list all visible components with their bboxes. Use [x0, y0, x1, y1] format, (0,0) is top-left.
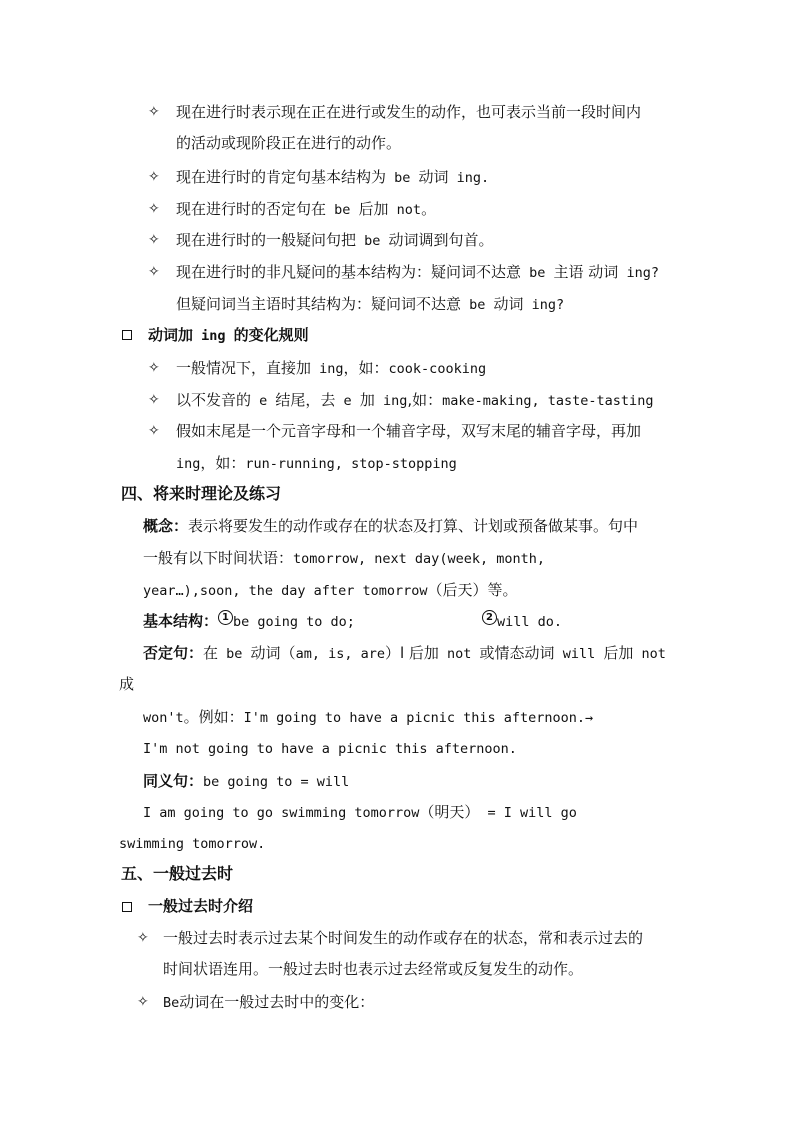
synonym-line: 同义句：be going to = will	[143, 772, 350, 790]
diamond-bullet-icon: ✧	[148, 169, 160, 185]
circled-number-icon: 1	[218, 610, 233, 625]
circled-number-icon: 2	[482, 610, 497, 625]
diamond-bullet-icon: ✧	[148, 232, 160, 248]
negative-paragraph: 否定句：在 be 动词（am, is, are）l 后加 not 或情态动词 will 后加 not	[143, 644, 666, 662]
bullet-text: 以不发音的 e 结尾，去 e 加 ing,如：make-making, taste-tasting	[176, 391, 654, 409]
structure-line: 基本结构： 1 be going to do;	[143, 612, 355, 630]
negative-paragraph: 成	[119, 675, 135, 693]
sub-heading: 动词加 ing 的变化规则	[148, 326, 309, 344]
diamond-bullet-icon: ✧	[148, 264, 160, 280]
bullet-text: 现在进行时的否定句在 be 后加 not。	[176, 200, 437, 218]
example-line: swimming tomorrow.	[119, 836, 266, 852]
diamond-bullet-icon: ✧	[148, 392, 160, 408]
bullet-text: ing，如：run-running, stop-stopping	[176, 454, 457, 472]
bullet-text: 现在进行时的一般疑问句把 be 动词调到句首。	[176, 231, 494, 249]
checkbox-bullet-icon	[122, 330, 132, 340]
example-line: I am going to go swimming tomorrow（明天） = I will go	[143, 803, 577, 821]
negative-paragraph: I'm not going to have a picnic this afternoon.	[143, 741, 517, 757]
diamond-bullet-icon: ✧	[148, 201, 160, 217]
concept-paragraph: 一般有以下时间状语：tomorrow, next day(week, month,	[143, 549, 545, 567]
section-heading: 四、将来时理论及练习	[121, 484, 282, 503]
bullet-text: 现在进行时的肯定句基本结构为 be 动词 ing.	[176, 168, 490, 186]
checkbox-bullet-icon	[122, 902, 132, 912]
diamond-bullet-icon: ✧	[148, 104, 160, 120]
bullet-text: 时间状语连用。一般过去时也表示过去经常或反复发生的动作。	[163, 960, 584, 978]
structure-line: 2 will do.	[482, 610, 562, 632]
section-heading: 五、一般过去时	[121, 864, 234, 883]
diamond-bullet-icon: ✧	[148, 360, 160, 376]
bullet-text: 一般过去时表示过去某个时间发生的动作或存在的状态，常和表示过去的	[163, 929, 644, 947]
sub-heading: 一般过去时介绍	[148, 897, 254, 915]
bullet-text: 假如末尾是一个元音字母和一个辅音字母，双写末尾的辅音字母，再加	[176, 422, 642, 440]
bullet-text: Be动词在一般过去时中的变化：	[163, 993, 375, 1011]
bullet-text: 一般情况下，直接加 ing，如：cook-cooking	[176, 359, 487, 377]
concept-paragraph: 概念：表示将要发生的动作或存在的状态及打算、计划或预备做某事。句中	[143, 517, 639, 535]
diamond-bullet-icon: ✧	[137, 994, 149, 1010]
bullet-text: 现在进行时的非凡疑问的基本结构为：疑问词不达意 be 主语 动词 ing?	[176, 263, 659, 281]
diamond-bullet-icon: ✧	[148, 423, 160, 439]
negative-paragraph: won't。例如：I'm going to have a picnic this afternoon.→	[143, 708, 594, 726]
bullet-text: 的活动或现阶段正在进行的动作。	[176, 134, 402, 152]
concept-paragraph: year…),soon, the day after tomorrow（后天）等。	[143, 581, 518, 599]
bullet-text: 但疑问词当主语时其结构为：疑问词不达意 be 动词 ing?	[176, 295, 565, 313]
diamond-bullet-icon: ✧	[137, 930, 149, 946]
bullet-text: 现在进行时表示现在正在进行或发生的动作，也可表示当前一段时间内	[176, 103, 642, 121]
